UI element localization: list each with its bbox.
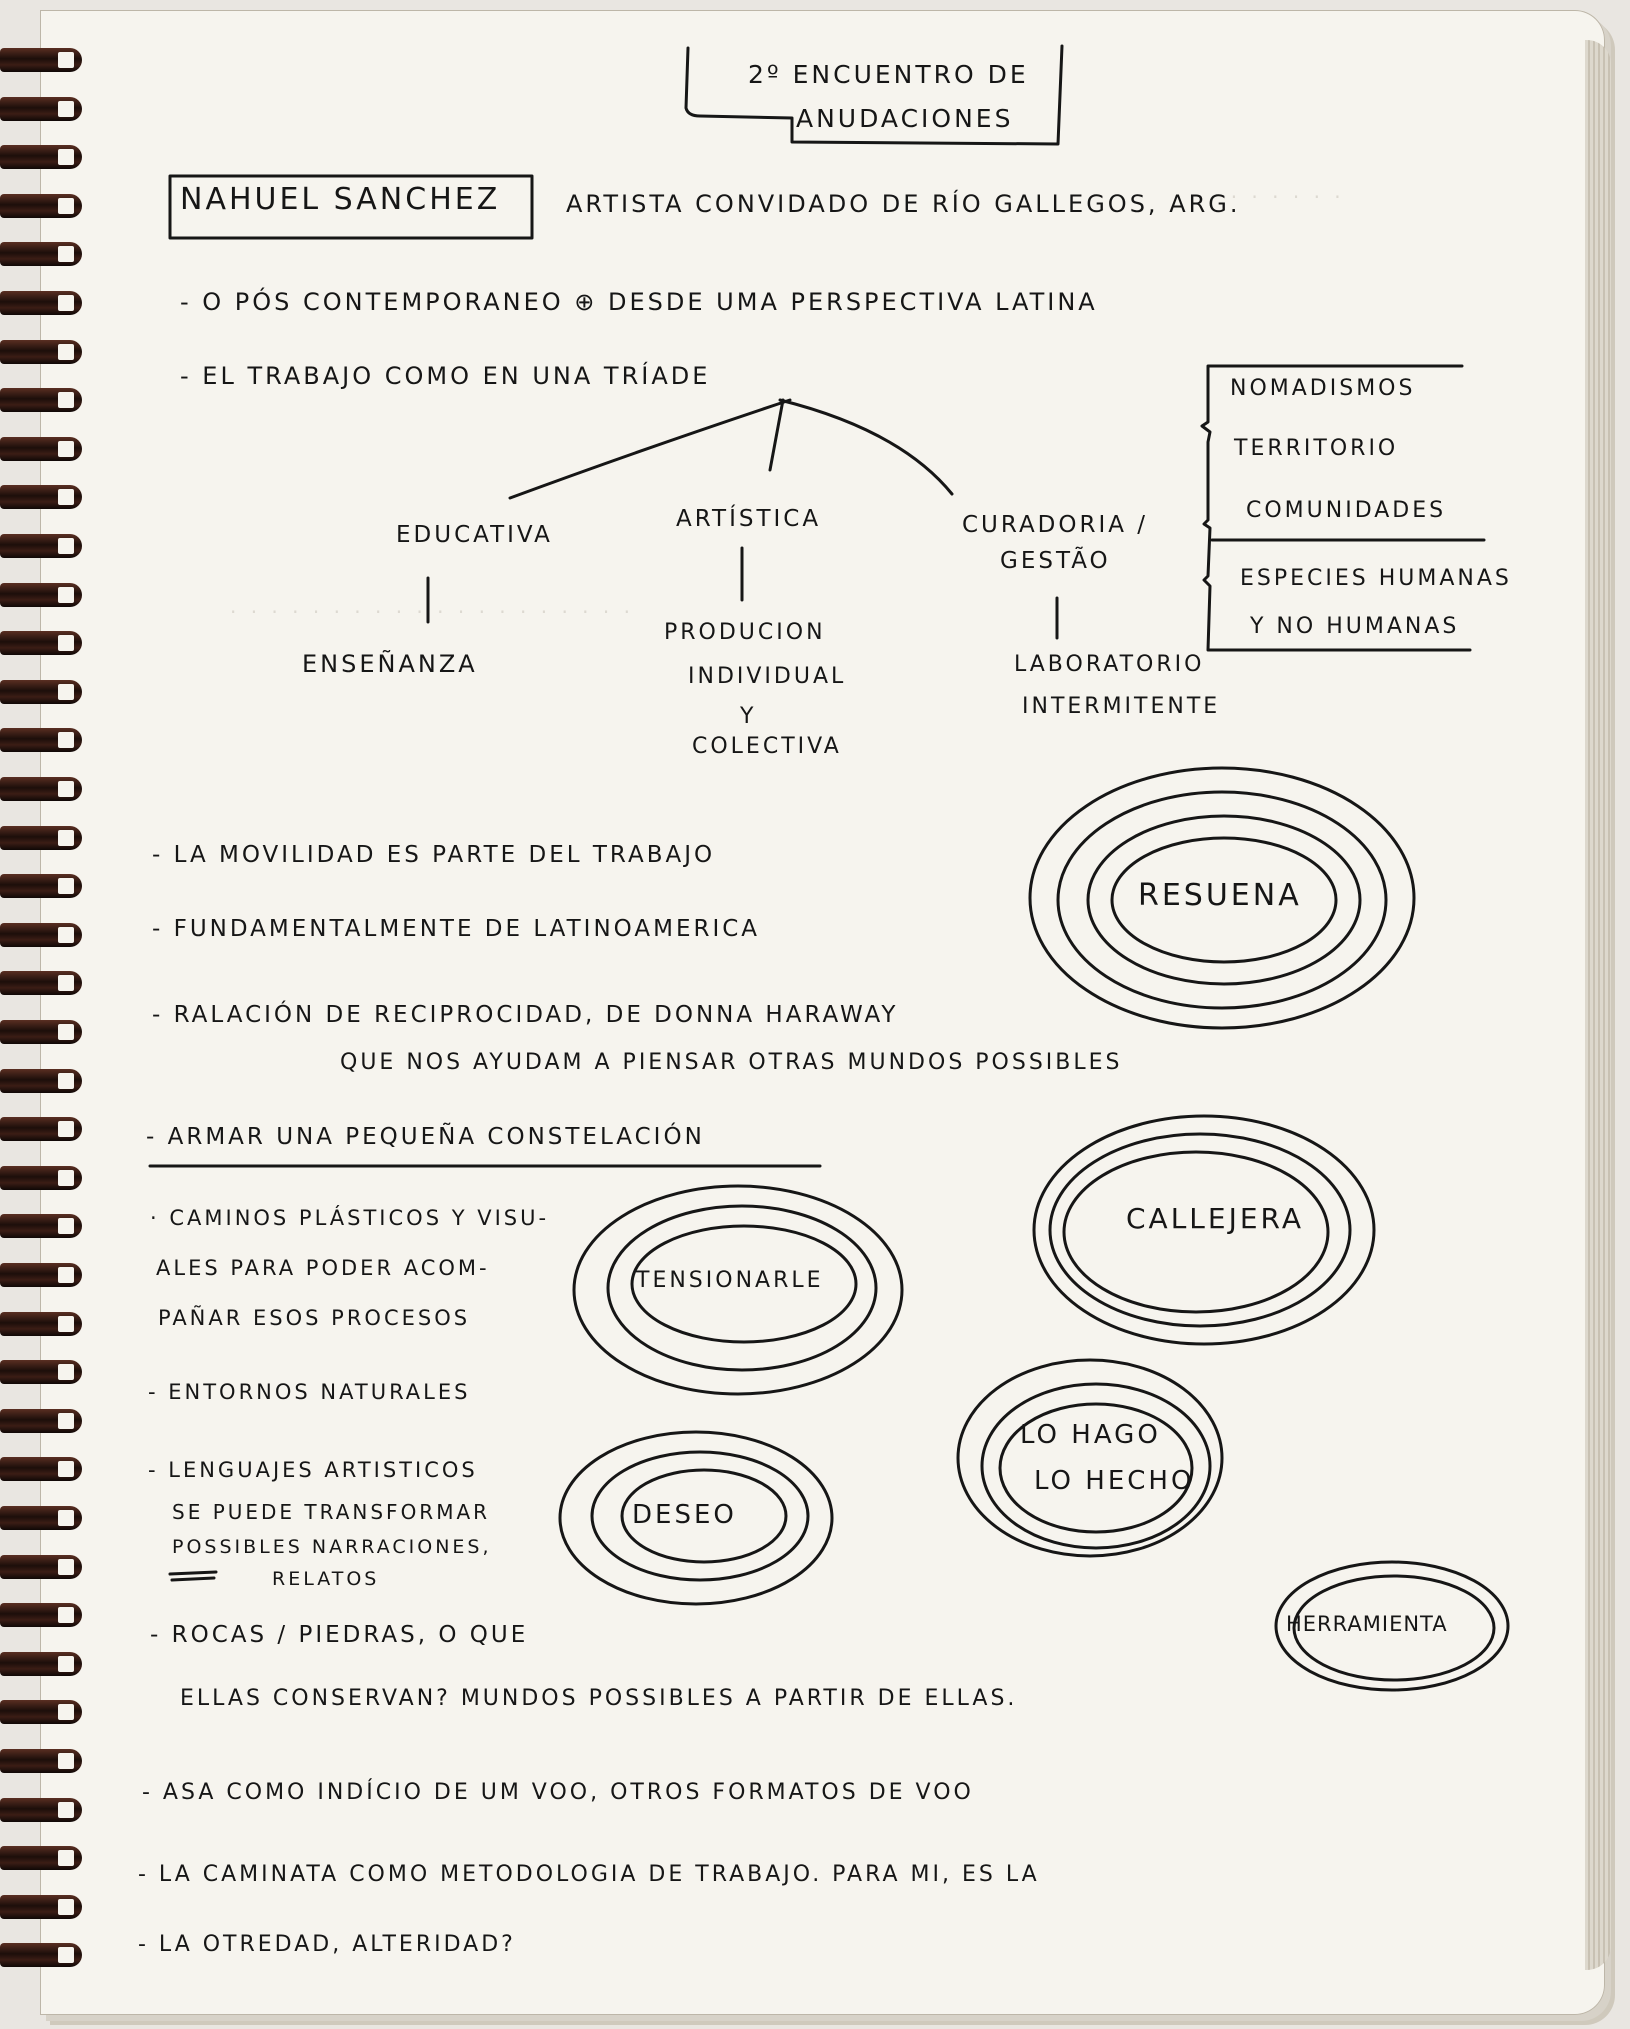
point-reciprocidad: - RALACIÓN DE RECIPROCIDAD, DE DONNA HARAWAY xyxy=(152,1002,899,1028)
intro-point-2: - EL TRABAJO COMO EN UNA TRÍADE xyxy=(180,362,711,390)
side-list-item: ESPECIES HUMANAS xyxy=(1240,566,1512,591)
point-reciprocidad-cont: QUE NOS AYUDAM A PIENSAR OTRAS MUNDOS POSSIBLES xyxy=(340,1050,1123,1075)
triad-produccion-line: COLECTIVA xyxy=(692,734,842,759)
point-latinoamerica: - FUNDAMENTALMENTE DE LATINOAMERICA xyxy=(152,916,761,942)
triad-produccion-line: Y xyxy=(740,704,757,729)
side-list-item: Y NO HUMANAS xyxy=(1250,614,1460,639)
point-asa: - ASA COMO INDÍCIO DE UM VOO, OTROS FORMATOS DE VOO xyxy=(142,1780,974,1805)
point-rocas: - ROCAS / PIEDRAS, O QUE xyxy=(150,1622,529,1648)
side-list-item: NOMADISMOS xyxy=(1230,376,1416,401)
point-movilidad: - LA MOVILIDAD ES PARTE DEL TRABAJO xyxy=(152,842,716,868)
bleed-through-text: · · · · · · · · · · · · · · · · · · · · xyxy=(230,600,634,624)
title-line-1: 2º ENCUENTRO DE xyxy=(748,60,1029,89)
triad-intermitente: INTERMITENTE xyxy=(1022,694,1221,719)
point-constelacion: - ARMAR UNA PEQUEÑA CONSTELACIÓN xyxy=(146,1124,705,1150)
triad-artistica: ARTÍSTICA xyxy=(676,506,822,532)
note-line: ALES PARA PODER ACOM- xyxy=(156,1256,490,1280)
bubble-callejera: CALLEJERA xyxy=(1126,1202,1305,1235)
triad-curadoria: CURADORIA / xyxy=(962,512,1149,538)
triad-educativa: EDUCATIVA xyxy=(396,522,553,548)
triad-line-left xyxy=(510,400,790,498)
title-line-2: ANUDACIONES xyxy=(796,104,1014,133)
point-caminata: - LA CAMINATA COMO METODOLOGIA DE TRABAJO. PARA MI, ES LA xyxy=(138,1862,1040,1887)
point-otredad: - LA OTREDAD, ALTERIDAD? xyxy=(138,1932,516,1957)
bubble-deseo: DESEO xyxy=(632,1500,737,1530)
bubble-lo-hecho: LO HECHO xyxy=(1034,1466,1195,1496)
bubble-herramienta: HERRAMIENTA xyxy=(1286,1612,1448,1636)
triad-ensenanza: ENSEÑANZA xyxy=(302,650,478,678)
note-line: RELATOS xyxy=(272,1568,380,1590)
triad-produccion-line: PRODUCION xyxy=(664,620,826,645)
triad-line-right xyxy=(780,400,952,494)
note-line: - LENGUAJES ARTISTICOS xyxy=(148,1458,478,1482)
triad-produccion-line: INDIVIDUAL xyxy=(688,664,847,689)
note-line: POSSIBLES NARRACIONES, xyxy=(172,1536,492,1558)
point-rocas-cont: ELLAS CONSERVAN? MUNDOS POSSIBLES A PARTIR DE ELLAS. xyxy=(180,1686,1018,1711)
triad-gestao: GESTÃO xyxy=(1000,548,1111,574)
note-line: · CAMINOS PLÁSTICOS Y VISU- xyxy=(150,1206,550,1230)
speaker-description: ARTISTA CONVIDADO DE RÍO GALLEGOS, ARG. xyxy=(566,190,1241,218)
note-line: SE PUEDE TRANSFORMAR xyxy=(172,1500,491,1524)
triad-line-center xyxy=(770,400,783,470)
triad-laboratorio: LABORATORIO xyxy=(1014,652,1205,677)
bubble-lo-hago: LO HAGO xyxy=(1020,1420,1161,1450)
side-list-item: COMUNIDADES xyxy=(1246,498,1447,523)
bubble-tensionarle: TENSIONARLE xyxy=(636,1268,824,1293)
scribble xyxy=(170,1572,216,1580)
bleed-through-text: · · · · · · · xyxy=(1210,185,1345,209)
intro-point-1: - O PÓS CONTEMPORANEO ⊕ DESDE UMA PERSPECTIVA LATINA xyxy=(180,288,1098,316)
side-list-item: TERRITORIO xyxy=(1234,436,1399,461)
bubble-resuena: RESUENA xyxy=(1138,878,1302,913)
note-line: PAÑAR ESOS PROCESOS xyxy=(158,1306,471,1330)
lo-hago-rings xyxy=(958,1360,1222,1556)
speaker-name: NAHUEL SANCHEZ xyxy=(180,182,501,217)
note-line: - ENTORNOS NATURALES xyxy=(148,1380,471,1404)
